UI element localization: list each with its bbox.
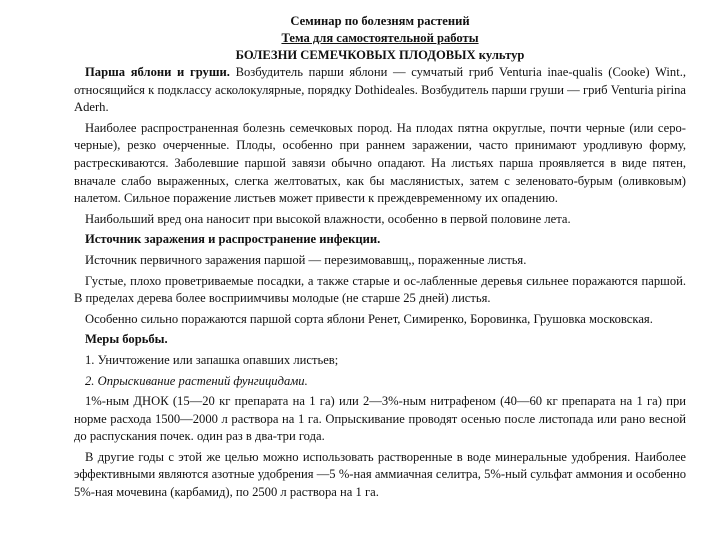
paragraph-primary-source: Источник первичного заражения паршой — перезимовавшц,, пораженные листья. <box>85 252 527 267</box>
heading-control-measures: Меры борьбы. <box>85 332 168 347</box>
heading-infection-source: Источник заражения и распространение инфекции. <box>85 232 381 247</box>
paragraph-harm: Наибольший вред она наносит при высокой влажности, особенно в первой половине лета. <box>85 211 571 226</box>
paragraph-symptoms: Наиболее распространенная болезнь семечковых пород. На плодах пятна округлые, почти черные (или серо-черные), резко очерченные. Плоды, особенно при раннем заражении, часто принимают уродливую форму, растрескиваются. Заболевшие паршой завязи обычно опадают. На листьях парша проявляется в виде пятен, вначале слабо выраженных, слегка желтоватых, как бы маслянистых, затем с зеленовато-бурым (оливковым) налетом. Сильное поражение листьев может привести к преждевременному их опадению. <box>74 120 686 206</box>
paragraph-fertilizers: В другие годы с этой же целью можно использовать растворенные в воде минеральные удобрения. Наиболее эффективными являются азотные удобрения —5 %-ная аммиачная селитра, 5%-ный сульфат аммония и особенно 5%-ная мочевина (карбамид), по 2500 л раствора на 1 га. <box>74 449 686 500</box>
topic-title: Тема для самостоятельной работы <box>281 31 479 45</box>
paragraph-text: Возбудитель парши яблони — сумчатый гриб Venturia inae-qualis (Cooke) Wint., относящийся к подклассу асколокулярные, порядку Dothideales. Возбудитель парши груши — гриб Venturia pirina Aderh. <box>74 65 687 115</box>
paragraph-pathogen <box>74 64 686 117</box>
list-item-2: 2. Опрыскивание растений фунгицидами. <box>85 373 308 388</box>
document-header <box>74 13 686 64</box>
paragraph-susceptibility: Густые, плохо проветриваемые посадки, а также старые и ос-лабленные деревья сильнее поражаются паршой. В пределах дерева более восприимчивы молодые (не старше 25 дней) листья. <box>74 273 686 306</box>
paragraph-lead: Парша яблони и груши. <box>85 65 230 79</box>
list-item-1: 1. Уничтожение или запашка опавших листьев; <box>85 352 339 367</box>
seminar-title: Семинар по болезням растений <box>290 14 470 28</box>
paragraph-treatment: 1%-ным ДНОК (15—20 кг препарата на 1 га) или 2—3%-ным нитрафеном (40—60 кг препарата на 1 га) при норме расхода 1500—2000 л раствора на 1 га. Опрыскивание проводят осенью после листопада или рано весной до распускания почек. один раз в два-три года. <box>74 394 686 444</box>
section-title: БОЛЕЗНИ СЕМЕЧКОВЫХ ПЛОДОВЫХ культур <box>235 48 525 62</box>
paragraph-varieties: Особенно сильно поражаются паршой сорта яблони Ренет, Симиренко, Боровинка, Грушовка московская. <box>85 311 653 326</box>
